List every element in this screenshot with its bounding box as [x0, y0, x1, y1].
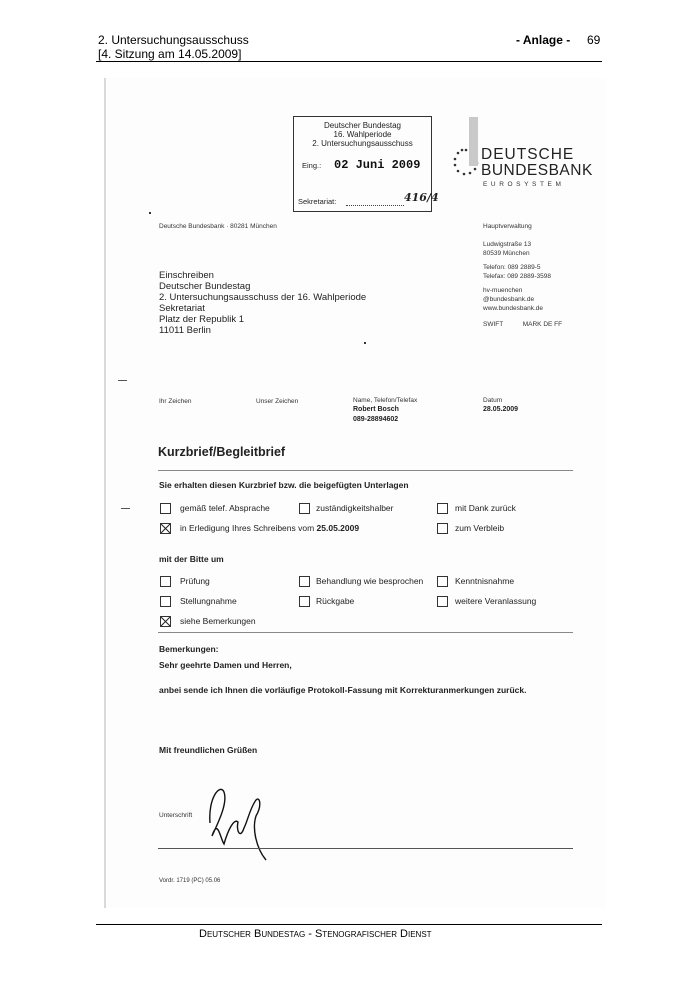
- contact-phone: Telefon: 089 2889-5: [483, 264, 541, 271]
- checkbox-label: weitere Veranlassung: [455, 596, 537, 606]
- checkbox-in-erledigung[interactable]: [160, 523, 171, 534]
- checkmark-cross-icon: [161, 524, 170, 533]
- recipient-line: 2. Untersuchungsausschuss der 16. Wahlperiode: [159, 292, 367, 303]
- section2-heading: mit der Bitte um: [159, 554, 224, 564]
- checkbox-mit-dank-zurueck[interactable]: [437, 503, 448, 514]
- ref-datum: 28.05.2009: [483, 406, 519, 413]
- form-code: Vordr. 1719 (PC) 05.06: [159, 878, 221, 884]
- checkbox-telef-absprache[interactable]: [160, 503, 171, 514]
- stamp-line3: 2. Untersuchungsausschuss: [312, 139, 413, 148]
- header-session: [4. Sitzung am 14.05.2009]: [98, 47, 242, 61]
- closing: Mit freundlichen Grüßen: [159, 745, 258, 755]
- contact-department: Hauptverwaltung: [483, 223, 532, 230]
- signature-label: Unterschrift: [159, 812, 193, 819]
- checkbox-weitere-veranlassung[interactable]: [437, 596, 448, 607]
- stamp-initials: 416/4: [404, 191, 439, 204]
- sender-line: Deutsche Bundesbank · 80281 München: [159, 223, 277, 230]
- contact-email2: @bundesbank.de: [483, 296, 535, 303]
- checkbox-label: Rückgabe: [316, 596, 355, 606]
- remarks-label: Bemerkungen:: [159, 644, 219, 654]
- recipient-line: Einschreiben: [159, 270, 214, 281]
- header-committee: 2. Untersuchungsausschuss: [98, 33, 249, 47]
- checkbox-label-erledigung: [180, 523, 359, 533]
- stamp-signature-line: [346, 205, 404, 206]
- bank-name-line1: DEUTSCHE: [481, 146, 575, 163]
- checkbox-stellungnahme[interactable]: [160, 596, 171, 607]
- bank-name-line2: BUNDESBANK: [481, 162, 593, 179]
- checkbox-label: zum Verbleib: [455, 523, 505, 533]
- bank-system: EUROSYSTEM: [483, 181, 565, 188]
- title-rule: [158, 470, 573, 471]
- checkbox-label: zuständigkeitshalber: [316, 503, 394, 513]
- scan-dot: [149, 212, 151, 214]
- checkmark-cross-icon: [161, 617, 170, 626]
- stamp-sekretariat-label: Sekretariat:: [298, 197, 337, 206]
- erledigung-date: 25.05.2009: [316, 523, 360, 533]
- checkbox-label: gemäß telef. Absprache: [180, 503, 270, 513]
- ref-name: Robert Bosch: [353, 406, 399, 413]
- stamp-line2: 16. Wahlperiode: [333, 130, 392, 139]
- checkbox-label: siehe Bemerkungen: [180, 616, 256, 626]
- footer-rule: [96, 924, 602, 925]
- recipient-line: Sekretariat: [159, 303, 205, 314]
- checkbox-label: mit Dank zurück: [455, 503, 516, 513]
- fold-mark: [121, 508, 130, 509]
- contact-street: Ludwigstraße 13: [483, 241, 532, 248]
- letter-title: Kurzbrief/Begleitbrief: [158, 445, 286, 459]
- erledigung-prefix: in Erledigung Ihres Schreibens vom: [180, 523, 317, 533]
- header-page-number: 69: [587, 33, 601, 47]
- recipient-line: 11011 Berlin: [159, 325, 211, 336]
- ref-phone: 089-28894602: [353, 416, 399, 423]
- section1-heading: Sie erhalten diesen Kurzbrief bzw. die beigefügten Unterlagen: [159, 480, 409, 490]
- scan-edge-left: [104, 78, 106, 908]
- logo-bar: [469, 117, 478, 166]
- remarks-rule: [158, 632, 573, 633]
- recipient-line: Platz der Republik 1: [159, 314, 245, 325]
- checkbox-zum-verbleib[interactable]: [437, 523, 448, 534]
- checkbox-pruefung[interactable]: [160, 576, 171, 587]
- ref-unser-zeichen: Unser Zeichen: [256, 398, 299, 405]
- header-annex: - Anlage -: [516, 33, 571, 47]
- ref-datum-label: Datum: [483, 397, 503, 404]
- fold-mark: [118, 380, 127, 381]
- body-text: anbei sende ich Ihnen die vorläufige Protokoll-Fassung mit Korrekturanmerkungen zurück.: [159, 685, 527, 695]
- checkbox-label: Behandlung wie besprochen: [316, 576, 424, 586]
- recipient-address: [159, 270, 366, 336]
- scan-dot: [364, 342, 366, 344]
- checkbox-behandlung[interactable]: [299, 576, 310, 587]
- ref-ihr-zeichen: Ihr Zeichen: [159, 398, 192, 405]
- checkbox-label: Kenntnisnahme: [455, 576, 515, 586]
- salutation: Sehr geehrte Damen und Herren,: [159, 660, 292, 670]
- contact-fax: Telefax: 089 2889-3598: [483, 273, 551, 280]
- contact-block: [483, 222, 562, 329]
- signature-rule: [158, 848, 573, 849]
- receipt-stamp: [293, 116, 439, 212]
- checkbox-label: Prüfung: [180, 576, 210, 586]
- contact-city: 80539 München: [483, 250, 530, 257]
- footer-text: Deutscher Bundestag - Stenografischer Dienst: [199, 928, 432, 940]
- contact-web: www.bundesbank.de: [483, 305, 543, 312]
- stamp-line1: Deutscher Bundestag: [324, 121, 401, 130]
- contact-email1: hv-muenchen: [483, 287, 523, 294]
- handwritten-signature: [190, 778, 270, 868]
- header-rule: [96, 61, 602, 62]
- checkbox-label: Stellungnahme: [180, 596, 237, 606]
- recipient-line: Deutscher Bundestag: [159, 281, 251, 292]
- ref-name-label: Name, Telefon/Telefax: [353, 397, 418, 404]
- contact-swift-value: MARK DE FF: [522, 321, 563, 328]
- stamp-eing-label: Eing.:: [302, 161, 322, 170]
- checkbox-kenntnisnahme[interactable]: [437, 576, 448, 587]
- contact-swift-label: SWIFT: [483, 321, 504, 328]
- checkbox-siehe-bemerkungen[interactable]: [160, 616, 171, 627]
- checkbox-rueckgabe[interactable]: [299, 596, 310, 607]
- stamp-date: 02 Juni 2009: [334, 158, 421, 172]
- checkbox-zustaendigkeitshalber[interactable]: [299, 503, 310, 514]
